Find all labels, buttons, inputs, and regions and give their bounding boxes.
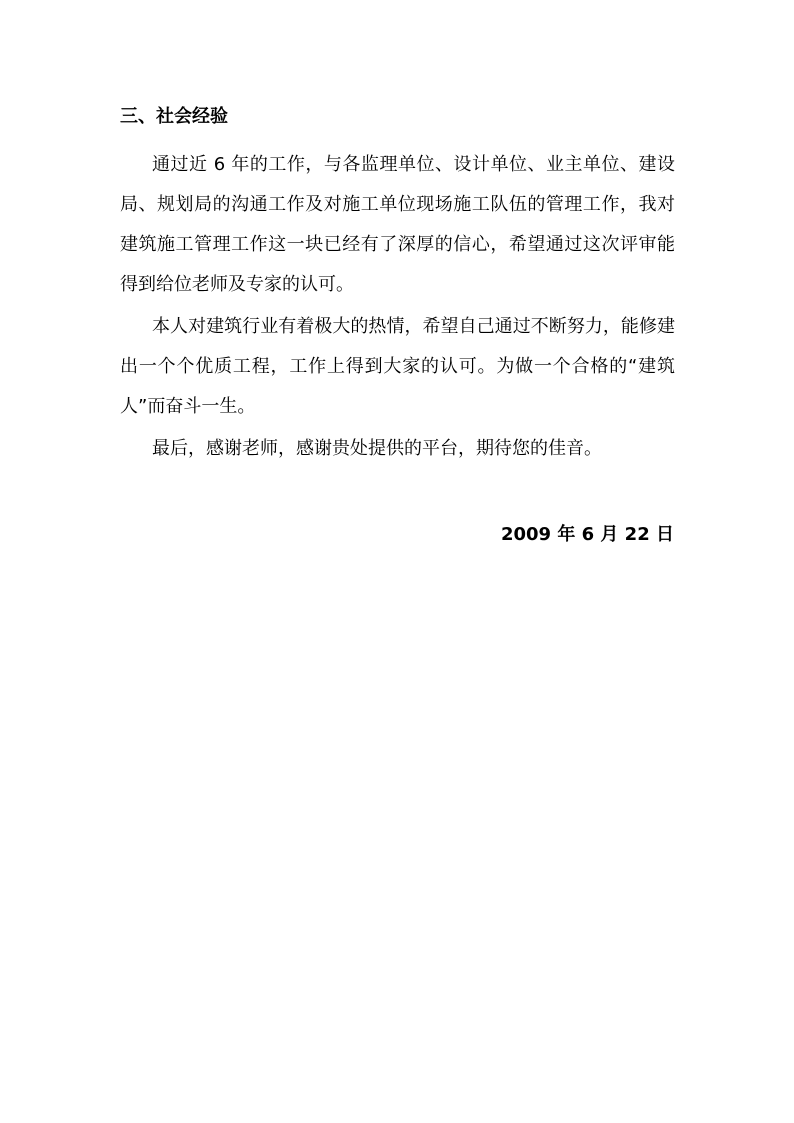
paragraph-thanks: 最后，感谢老师，感谢贵处提供的平台，期待您的佳音。 — [152, 438, 602, 459]
document-body — [120, 103, 675, 469]
paragraph-work-experience: 通过近 6 年的工作，与各监理单位、设计单位、业主单位、建设局、规划局的沟通工作及对施工单位现场施工队伍的管理工作，我对建筑施工管理工作这一块已经有了深厚的信心，希望通过这次评审能得到给位老师及专家的认可。 — [120, 154, 675, 295]
document-date: 2009 年 6 月 22 日 — [500, 524, 674, 545]
section-heading: 三、社会经验 — [120, 106, 228, 127]
paragraph-passion: 本人对建筑行业有着极大的热情，希望自己通过不断努力，能修建出一个个优质工程，工作上得到大家的认可。为做一个合格的“建筑人”而奋斗一生。 — [120, 316, 675, 417]
